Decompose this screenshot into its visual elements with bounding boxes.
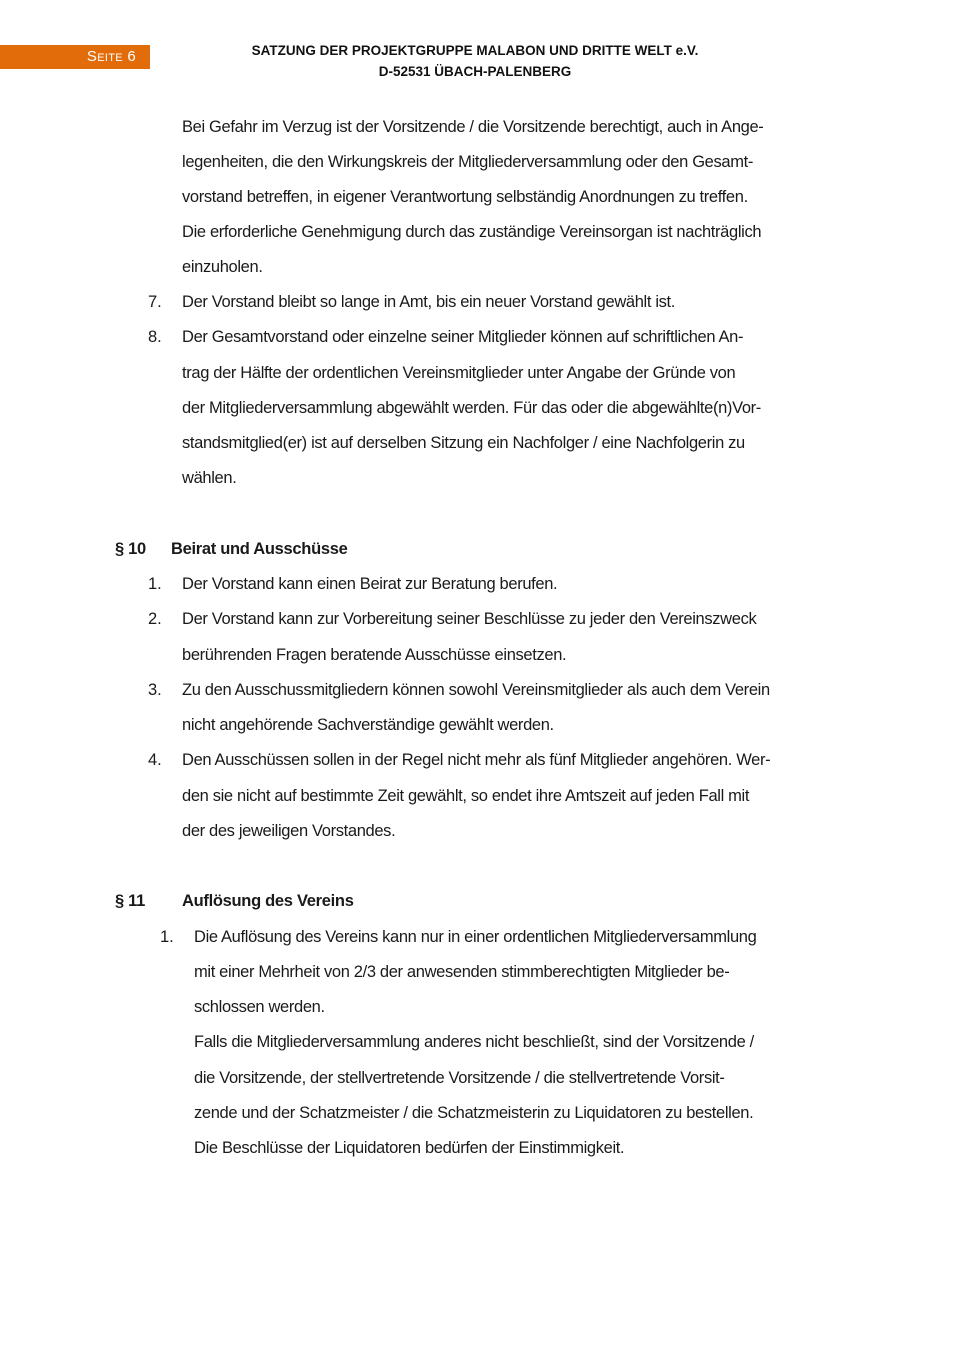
section-number: § 11	[115, 892, 146, 910]
list-item-line: den sie nicht auf bestimmte Zeit gewählt, so endet ihre Amtszeit auf jeden Fall mit	[182, 787, 750, 805]
list-item-line: trag der Hälfte der ordentlichen Vereinsmitglieder unter Angabe der Gründe von	[182, 364, 736, 382]
list-item-line: Der Vorstand kann zur Vorbereitung seiner Beschlüsse zu jeder den Vereinszweck	[182, 610, 757, 628]
document-header	[160, 40, 790, 82]
list-item-line: Zu den Ausschussmitgliedern können sowohl Vereinsmitglieder als auch dem Verein	[182, 681, 770, 699]
list-item-number: 8.	[148, 328, 162, 346]
header-title-line-1: SATZUNG DER PROJEKTGRUPPE MALABON UND DRITTE WELT e.V.	[251, 43, 699, 58]
list-item-number: 4.	[148, 751, 162, 769]
section-title: Beirat und Ausschüsse	[171, 540, 348, 558]
list-item-number: 7.	[148, 293, 162, 311]
list-item-line: Der Gesamtvorstand oder einzelne seiner Mitglieder können auf schriftlichen An-	[182, 328, 744, 346]
list-item-number: 1.	[148, 575, 162, 593]
header-title-line-2: D-52531 ÜBACH-PALENBERG	[378, 64, 572, 79]
list-item-line: wählen.	[182, 469, 237, 487]
paragraph-line: einzuholen.	[182, 258, 263, 276]
list-item-line: Den Ausschüssen sollen in der Regel nicht mehr als fünf Mitglieder angehören. Wer-	[182, 751, 771, 769]
list-item-line: Der Vorstand kann einen Beirat zur Beratung berufen.	[182, 575, 558, 593]
paragraph-line: vorstand betreffen, in eigener Verantwortung selbständig Anordnungen zu treffen.	[182, 188, 748, 206]
list-item-number: 3.	[148, 681, 162, 699]
section-number: § 10	[115, 540, 146, 558]
list-item-line: schlossen werden.	[194, 998, 325, 1016]
list-item-line: nicht angehörende Sachverständige gewählt werden.	[182, 716, 554, 734]
list-item-line: Die Beschlüsse der Liquidatoren bedürfen der Einstimmigkeit.	[194, 1139, 625, 1157]
list-item-line: Der Vorstand bleibt so lange in Amt, bis ein neuer Vorstand gewählt ist.	[182, 293, 676, 311]
section-title: Auflösung des Vereins	[182, 892, 354, 910]
list-item-line: der des jeweiligen Vorstandes.	[182, 822, 396, 840]
list-item-line: die Vorsitzende, der stellvertretende Vorsitzende / die stellvertretende Vorsit-	[194, 1069, 725, 1087]
paragraph-line: Die erforderliche Genehmigung durch das zuständige Vereinsorgan ist nachträglich	[182, 223, 762, 241]
list-item-line: standsmitglied(er) ist auf derselben Sitzung ein Nachfolger / eine Nachfolgerin zu	[182, 434, 745, 452]
list-item-line: der Mitgliederversammlung abgewählt werden. Für das oder die abgewählte(n)Vor-	[182, 399, 761, 417]
paragraph-line: Bei Gefahr im Verzug ist der Vorsitzende / die Vorsitzende berechtigt, auch in Ange-	[182, 118, 764, 136]
page-number-badge: Seite 6	[0, 45, 150, 69]
list-item-line: Falls die Mitgliederversammlung anderes nicht beschließt, sind der Vorsitzende /	[194, 1033, 754, 1051]
list-item-line: berührenden Fragen beratende Ausschüsse einsetzen.	[182, 646, 567, 664]
list-item-number: 1.	[160, 928, 174, 946]
paragraph-line: legenheiten, die den Wirkungskreis der Mitgliederversammlung oder den Gesamt-	[182, 153, 754, 171]
list-item-number: 2.	[148, 610, 162, 628]
list-item-line: zende und der Schatzmeister / die Schatzmeisterin zu Liquidatoren zu bestellen.	[194, 1104, 754, 1122]
list-item-line: Die Auflösung des Vereins kann nur in einer ordentlichen Mitgliederversammlung	[194, 928, 757, 946]
list-item-line: mit einer Mehrheit von 2/3 der anwesenden stimmberechtigten Mitglieder be-	[194, 963, 730, 981]
